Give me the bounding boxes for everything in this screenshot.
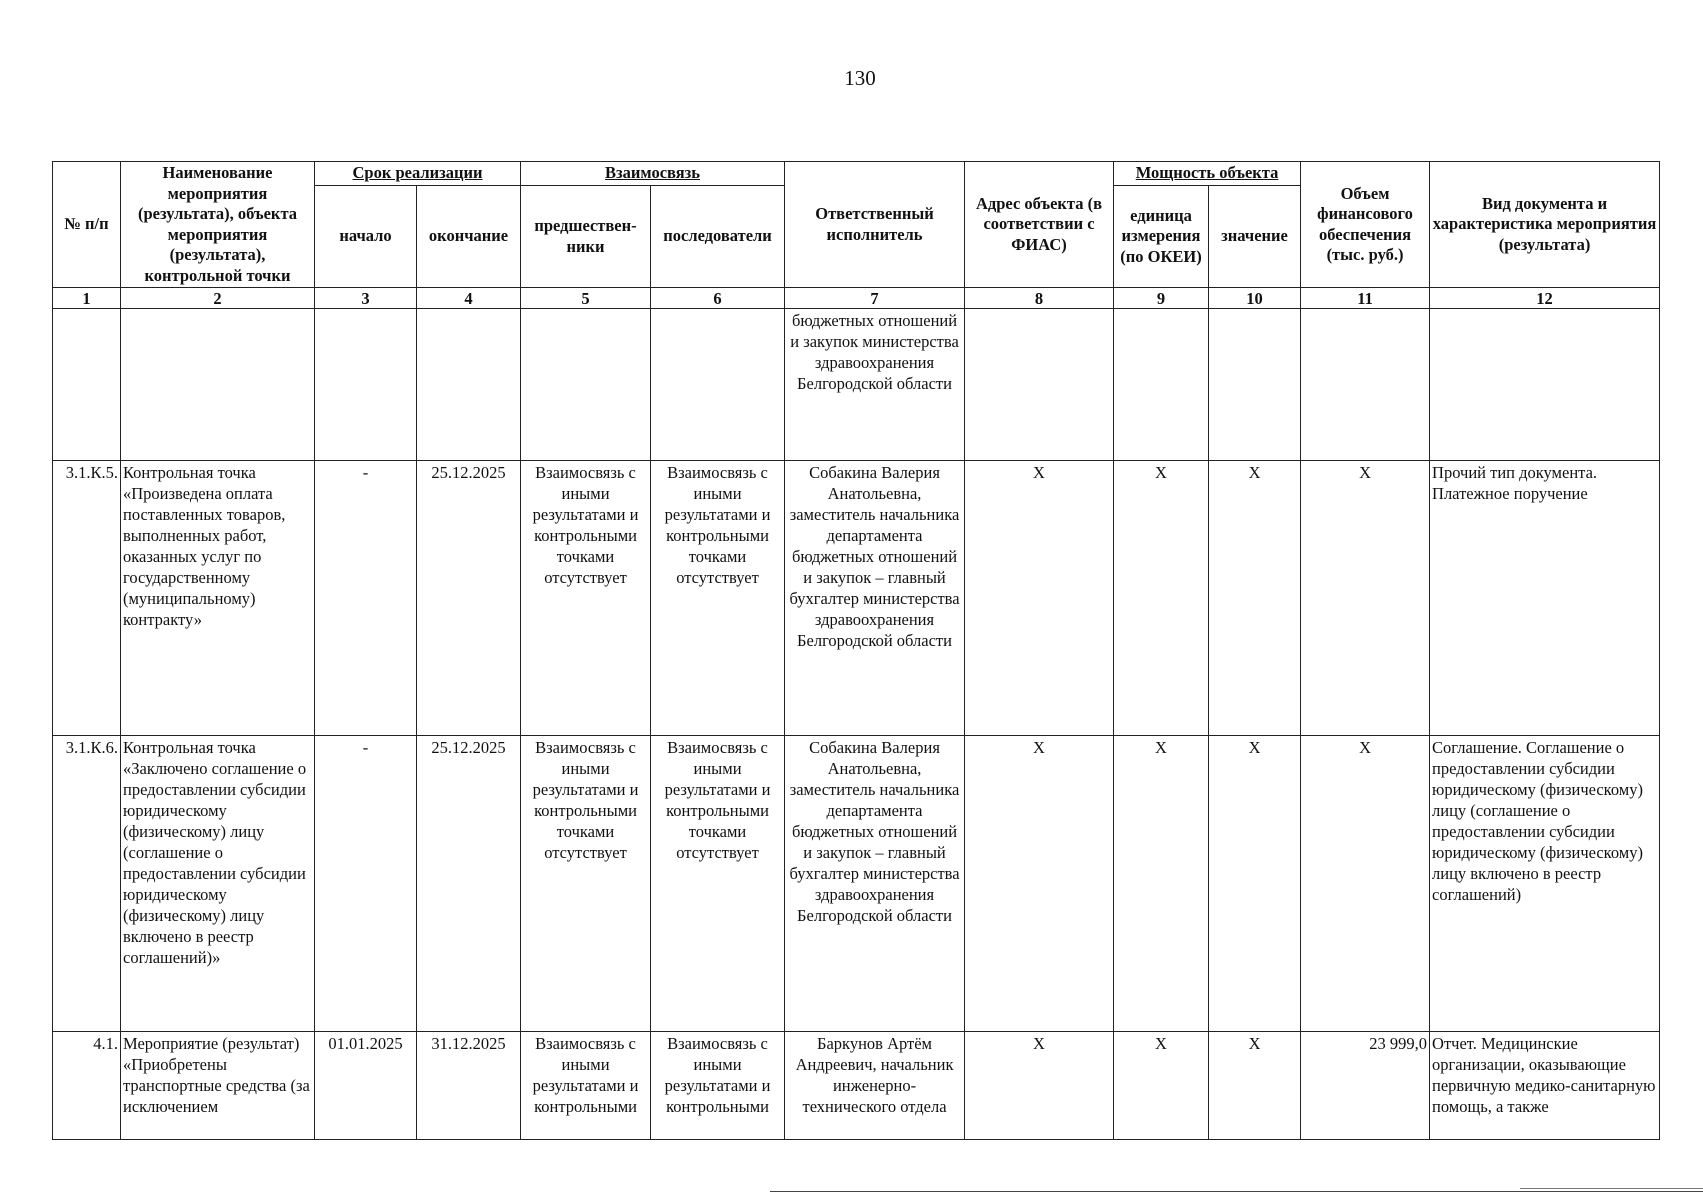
page-number: 130 xyxy=(844,66,876,90)
scan-edge-line xyxy=(1520,1188,1703,1189)
column-number: 8 xyxy=(965,288,1114,309)
cell-num xyxy=(53,309,121,461)
cell-predecessors: Взаимосвязь с иными результатами и контрольными xyxy=(521,1032,651,1140)
cell-end: 25.12.2025 xyxy=(417,736,521,1032)
table-row xyxy=(53,1032,1660,1140)
scan-edge-line xyxy=(770,1191,1703,1192)
cell-successors: Взаимосвязь с иными результатами и контрольными точками отсутствует xyxy=(651,736,785,1032)
column-number: 12 xyxy=(1430,288,1660,309)
cell-predecessors xyxy=(521,309,651,461)
cell-successors: Взаимосвязь с иными результатами и контрольными xyxy=(651,1032,785,1140)
cell-document: Прочий тип документа. Платежное поручение xyxy=(1430,461,1660,736)
cell-num: 3.1.К.6. xyxy=(53,736,121,1032)
header-term: Срок реализации xyxy=(315,162,521,186)
cell-financing xyxy=(1301,309,1430,461)
header-responsible: Ответственный исполнитель xyxy=(785,162,965,288)
table-row xyxy=(53,309,1660,461)
cell-start: 01.01.2025 xyxy=(315,1032,417,1140)
cell-responsible: Собакина Валерия Анатольевна, заместитель начальника департамента бюджетных отношений и закупок – главный бухгалтер министерства здравоохранения Белгородской области xyxy=(785,736,965,1032)
cell-value: Х xyxy=(1209,461,1301,736)
header-start: начало xyxy=(315,186,417,288)
cell-unit: Х xyxy=(1114,1032,1209,1140)
header-num: № п/п xyxy=(53,162,121,288)
cell-responsible: Собакина Валерия Анатольевна, заместитель начальника департамента бюджетных отношений и закупок – главный бухгалтер министерства здравоохранения Белгородской области xyxy=(785,461,965,736)
cell-value xyxy=(1209,309,1301,461)
cell-address xyxy=(965,309,1114,461)
header-end: окончание xyxy=(417,186,521,288)
header-name: Наименование мероприятия (результата), объекта мероприятия (результата), контрольной точки xyxy=(121,162,315,288)
column-number: 9 xyxy=(1114,288,1209,309)
cell-predecessors: Взаимосвязь с иными результатами и контрольными точками отсутствует xyxy=(521,461,651,736)
header-predecessors: предшествен-ники xyxy=(521,186,651,288)
cell-end: 25.12.2025 xyxy=(417,461,521,736)
cell-financing: Х xyxy=(1301,461,1430,736)
column-number: 10 xyxy=(1209,288,1301,309)
header-power: Мощность объекта xyxy=(1114,162,1301,186)
column-number: 1 xyxy=(53,288,121,309)
column-number: 11 xyxy=(1301,288,1430,309)
column-number: 2 xyxy=(121,288,315,309)
cell-num: 3.1.К.5. xyxy=(53,461,121,736)
column-number: 6 xyxy=(651,288,785,309)
cell-end xyxy=(417,309,521,461)
cell-address: Х xyxy=(965,461,1114,736)
cell-name: Контрольная точка «Заключено соглашение о предоставлении субсидии юридическому (физическому) лицу (соглашение о предоставлении субсидии юридическому (физическому) лицу включено в реестр соглашений)» xyxy=(121,736,315,1032)
cell-responsible: Баркунов Артём Андреевич, начальник инженерно-технического отдела xyxy=(785,1032,965,1140)
cell-start: - xyxy=(315,461,417,736)
header-unit: единица измерения (по ОКЕИ) xyxy=(1114,186,1209,288)
column-number: 4 xyxy=(417,288,521,309)
cell-name: Мероприятие (результат) «Приобретены транспортные средства (за исключением xyxy=(121,1032,315,1140)
header-link: Взаимосвязь xyxy=(521,162,785,186)
header-successors: последователи xyxy=(651,186,785,288)
table-row xyxy=(53,461,1660,736)
table-row xyxy=(53,736,1660,1032)
cell-end: 31.12.2025 xyxy=(417,1032,521,1140)
cell-unit xyxy=(1114,309,1209,461)
cell-financing: 23 999,0 xyxy=(1301,1032,1430,1140)
cell-predecessors: Взаимосвязь с иными результатами и контрольными точками отсутствует xyxy=(521,736,651,1032)
cell-num: 4.1. xyxy=(53,1032,121,1140)
cell-name: Контрольная точка «Произведена оплата поставленных товаров, выполненных работ, оказанных услуг по государственному (муниципальному) контракту» xyxy=(121,461,315,736)
header-financing: Объем финансового обеспечения (тыс. руб.) xyxy=(1301,162,1430,288)
cell-name xyxy=(121,309,315,461)
cell-document: Соглашение. Соглашение о предоставлении субсидии юридическому (физическому) лицу (соглашение о предоставлении субсидии юридическому (физическому) лицу включено в реестр соглашений) xyxy=(1430,736,1660,1032)
cell-unit: Х xyxy=(1114,736,1209,1032)
cell-successors xyxy=(651,309,785,461)
column-number: 3 xyxy=(315,288,417,309)
cell-start: - xyxy=(315,736,417,1032)
header-document: Вид документа и характеристика мероприятия (результата) xyxy=(1430,162,1660,288)
header-value: значение xyxy=(1209,186,1301,288)
plan-table xyxy=(52,161,1660,1140)
cell-address: Х xyxy=(965,1032,1114,1140)
column-number: 7 xyxy=(785,288,965,309)
cell-successors: Взаимосвязь с иными результатами и контрольными точками отсутствует xyxy=(651,461,785,736)
header-address: Адрес объекта (в соответствии с ФИАС) xyxy=(965,162,1114,288)
cell-document: Отчет. Медицинские организации, оказывающие первичную медико-санитарную помощь, а также xyxy=(1430,1032,1660,1140)
column-number-row xyxy=(53,288,1660,309)
cell-unit: Х xyxy=(1114,461,1209,736)
cell-value: Х xyxy=(1209,1032,1301,1140)
cell-value: Х xyxy=(1209,736,1301,1032)
column-number: 5 xyxy=(521,288,651,309)
cell-document xyxy=(1430,309,1660,461)
cell-start xyxy=(315,309,417,461)
cell-financing: Х xyxy=(1301,736,1430,1032)
cell-responsible: бюджетных отношений и закупок министерства здравоохранения Белгородской области xyxy=(785,309,965,461)
cell-address: Х xyxy=(965,736,1114,1032)
